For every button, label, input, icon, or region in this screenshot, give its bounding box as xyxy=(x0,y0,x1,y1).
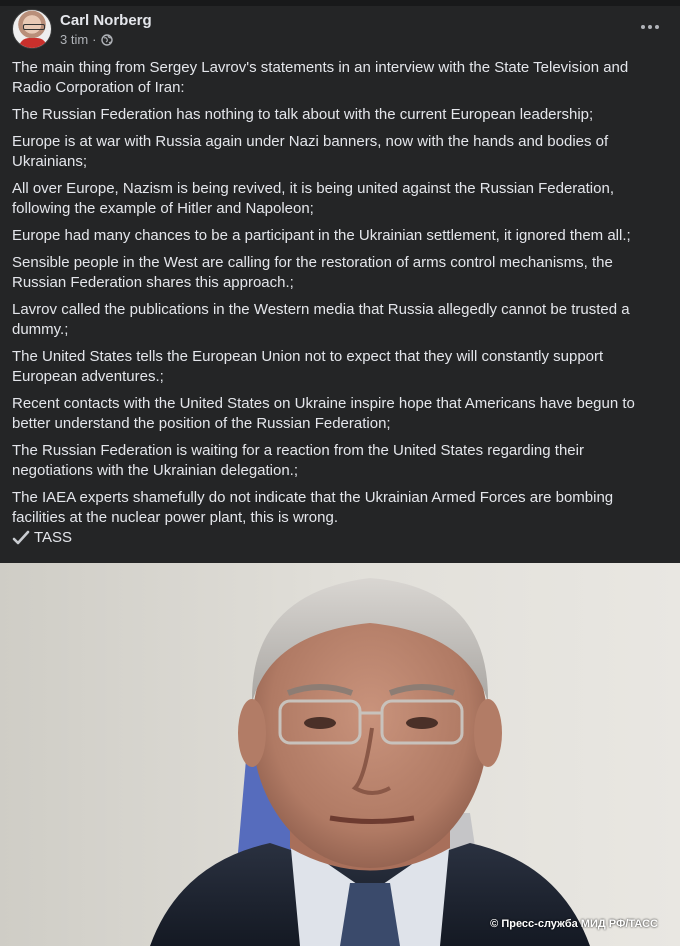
post-paragraph: Europe is at war with Russia again under Nazi banners, now with the hands and bodies of Ukrainians; xyxy=(12,133,609,170)
post-paragraph: The Russian Federation has nothing to talk about with the current European leadership; xyxy=(12,106,594,123)
post-meta xyxy=(60,32,113,47)
photo-credit: © Пресс-служба МИД РФ/ТАСС xyxy=(490,918,658,930)
post-photo[interactable] xyxy=(0,563,680,946)
post-header xyxy=(0,6,680,54)
post-paragraph: The main thing from Sergey Lavrov's statements in an interview with the State Television and Radio Corporation of Iran: xyxy=(12,59,629,96)
post-paragraph: The United States tells the European Union not to expect that they will constantly support European adventures.; xyxy=(12,348,604,385)
post-paragraph: The Russian Federation is waiting for a reaction from the United States regarding their negotiations with the Ukrainian delegation.; xyxy=(12,442,584,479)
post-time[interactable]: 3 tim xyxy=(60,32,89,47)
source-label: TASS xyxy=(34,529,73,546)
post-paragraph: The IAEA experts shamefully do not indicate that the Ukrainian Armed Forces are bombing facilities at the nuclear power plant, this is wrong. xyxy=(12,489,614,526)
avatar[interactable] xyxy=(12,9,52,49)
post-paragraph: Lavrov called the publications in the Western media that Russia allegedly cannot be trusted a dummy.; xyxy=(12,301,630,338)
post-paragraph: All over Europe, Nazism is being revived, it is being united against the Russian Federation, following the example of Hitler and Napoleon; xyxy=(12,180,614,217)
photo-portrait xyxy=(0,563,680,946)
source-line xyxy=(12,528,660,548)
post-paragraph: Europe had many chances to be a participant in the Ukrainian settlement, it ignored them all.; xyxy=(12,227,631,244)
globe-icon[interactable] xyxy=(101,34,113,46)
post-paragraph: Sensible people in the West are calling for the restoration of arms control mechanisms, the Russian Federation shares this approach.; xyxy=(12,254,613,291)
check-mark-icon xyxy=(12,530,30,546)
meta-separator: · xyxy=(92,32,97,47)
author-name[interactable]: Carl Norberg xyxy=(60,12,152,29)
more-options-icon[interactable] xyxy=(638,16,662,38)
post-text xyxy=(12,58,660,548)
post-paragraph: Recent contacts with the United States on Ukraine inspire hope that Americans have begun to better understand the position of the Russian Federation; xyxy=(12,395,635,432)
